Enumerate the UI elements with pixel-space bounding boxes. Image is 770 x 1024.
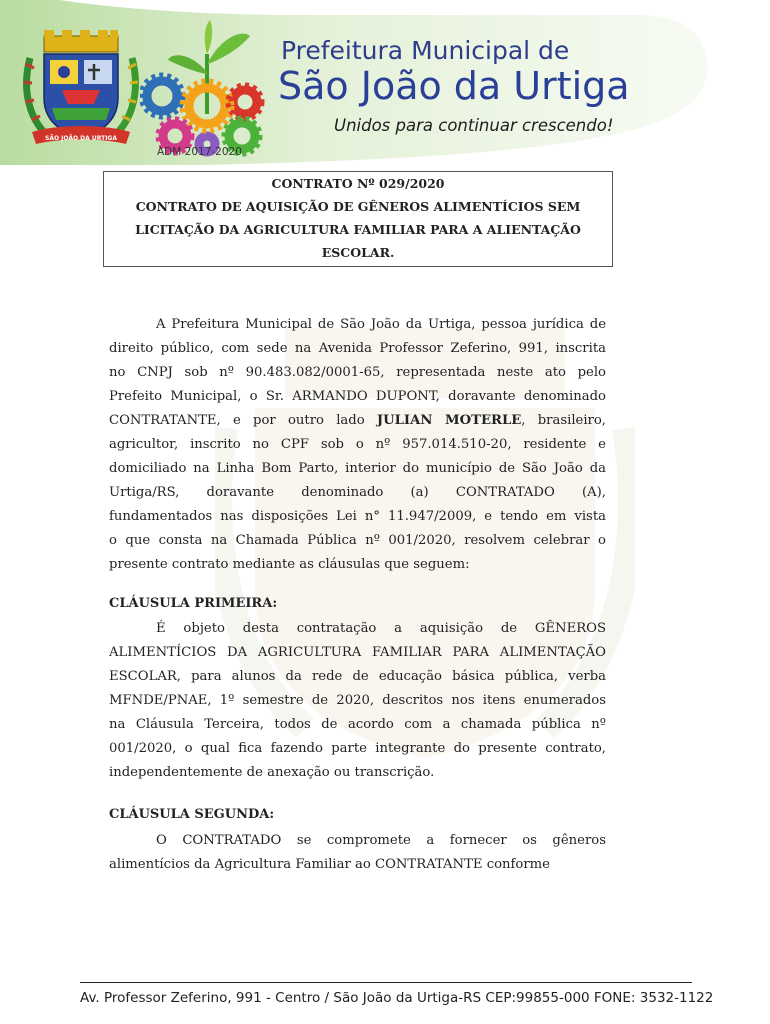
text-line: ALIMENTÍCIOS DA AGRICULTURA FAMILIAR PARA ALIMENTAÇÃO [109, 645, 606, 660]
text-line: É objeto desta contratação a aquisição de GÊNEROS [156, 621, 606, 636]
text-segment: , brasileiro, [521, 413, 606, 428]
contract-number: CONTRATO Nº 029/2020 [271, 176, 445, 191]
text-line: no CNPJ sob nº 90.483.082/0001-65, representada neste ato pelo [109, 365, 606, 380]
contract-title-box [103, 171, 613, 267]
clause-one-heading: CLÁUSULA PRIMEIRA: [109, 596, 278, 611]
footer-address: Av. Professor Zeferino, 991 - Centro / São João da Urtiga-RS CEP:99855-000 FONE: 3532-1122 [80, 990, 714, 1006]
contract-title-line: LICITAÇÃO DA AGRICULTURA FAMILIAR PARA A ALIENTAÇÃO [135, 222, 581, 237]
text-line: MFNDE/PNAE, 1º semestre de 2020, descritos nos itens enumerados [109, 693, 606, 708]
text-line: o que consta na Chamada Pública nº 001/2020, resolvem celebrar o [109, 533, 606, 548]
clause-one-text [109, 617, 606, 785]
text-line: 001/2020, o qual fica fazendo parte integrante do presente contrato, [109, 741, 606, 756]
text-line: direito público, com sede na Avenida Professor Zeferino, 991, inscrita [109, 341, 606, 356]
text-line: Prefeito Municipal, o Sr. ARMANDO DUPONT, doravante denominado [109, 389, 606, 404]
clause-two-heading: CLÁUSULA SEGUNDA: [109, 807, 275, 822]
clause-two-text [109, 829, 606, 877]
text-line: independentemente de anexação ou transcrição. [109, 765, 435, 780]
text-line: A Prefeitura Municipal de São João da Urtiga, pessoa jurídica de [156, 317, 606, 332]
text-line: agricultor, inscrito no CPF sob o nº 957.014.510-20, residente e [109, 437, 606, 452]
gears-plant-logo [140, 14, 275, 164]
text-line: Urtiga/RS, doravante denominado (a) CONTRATADO (A), [109, 485, 606, 500]
coat-of-arms-logo [22, 28, 140, 150]
text-line [109, 409, 606, 433]
text-line: presente contrato mediante as cláusulas que seguem: [109, 557, 470, 572]
letterhead [0, 0, 770, 165]
footer-divider [80, 982, 692, 983]
text-line: domiciliado na Linha Bom Parto, interior do município de São João da [109, 461, 606, 476]
contract-title-line: CONTRATO DE AQUISIÇÃO DE GÊNEROS ALIMENTÍCIOS SEM [135, 199, 581, 214]
svg-text:SÃO JOÃO DA URTIGA: SÃO JOÃO DA URTIGA [45, 135, 117, 142]
text-line: ESCOLAR, para alunos da rede de educação básica pública, verba [109, 669, 606, 684]
header-title-line2: São João da Urtiga [278, 64, 630, 108]
text-line: O CONTRATADO se compromete a fornecer os gêneros [156, 833, 606, 848]
contractor-name: JULIAN MOTERLE [376, 413, 522, 428]
text-line: na Cláusula Terceira, todos de acordo com a chamada pública nº [109, 717, 606, 732]
header-title-line1: Prefeitura Municipal de [281, 36, 570, 65]
contract-title-line: ESCOLAR. [321, 245, 395, 260]
text-segment: CONTRATANTE, e por outro lado [109, 413, 365, 428]
text-line: fundamentados nas disposições Lei n° 11.947/2009, e tendo em vista [109, 509, 606, 524]
administration-period: ADM 2017-2020 [157, 146, 242, 158]
intro-paragraph [109, 313, 606, 577]
header-tagline: Unidos para continuar crescendo! [334, 116, 614, 135]
text-line: alimentícios da Agricultura Familiar ao CONTRATANTE conforme [109, 857, 550, 872]
